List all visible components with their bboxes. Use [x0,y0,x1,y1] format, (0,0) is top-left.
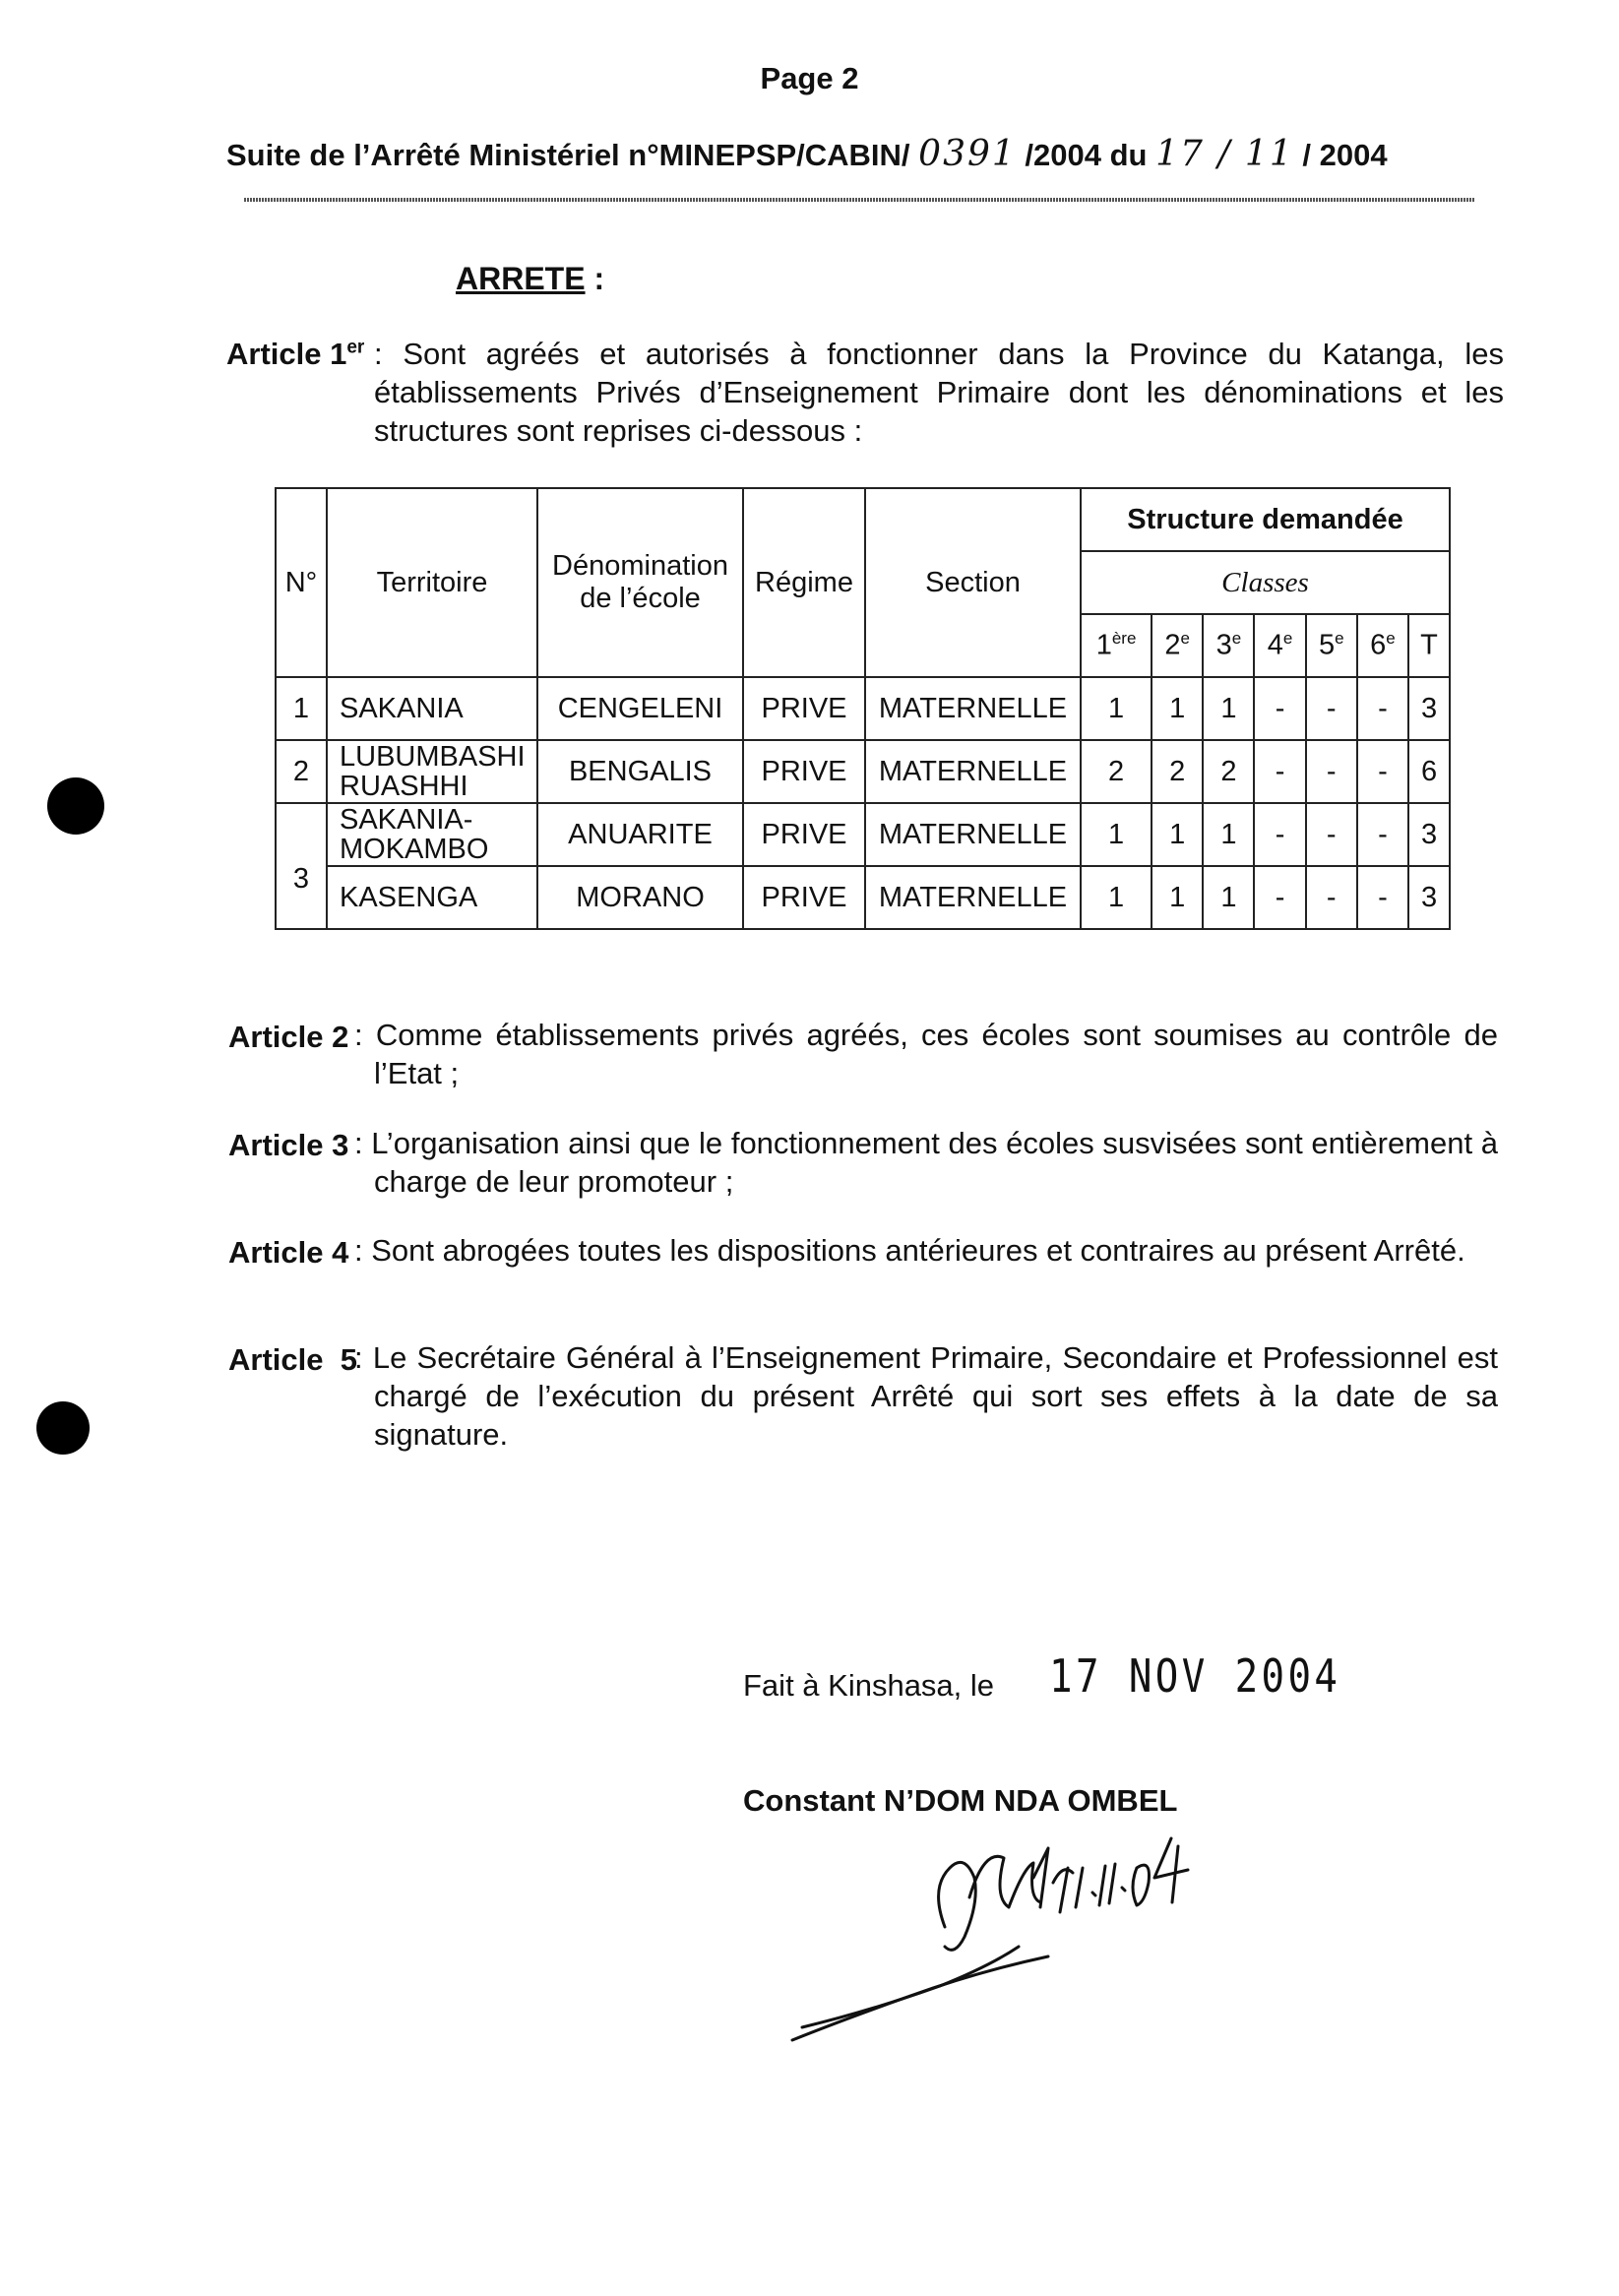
article-1-body: Sont agréés et autorisés à fonctionner dans la Province du Katanga, les établissements Privés d’Enseignement Primaire dont les dénominations et les structures sont reprises ci-dessous : [374,337,1504,448]
article-1-separator: : [374,337,404,371]
col-header-regime: Régime [743,488,865,677]
cell-class: 1 [1152,866,1203,929]
cell-class: - [1254,740,1305,803]
cell-class: 1 [1081,866,1152,929]
signature-stroke [802,1947,1019,2027]
decree-number-handwritten: 0391 [918,134,1017,174]
cell-class: 1 [1081,803,1152,866]
article-1-label [226,337,364,372]
cell-class: - [1254,866,1305,929]
decree-reference [226,134,1388,174]
cell-section: MATERNELLE [865,740,1081,803]
col-header-class: 1ère [1081,614,1152,677]
table-row [276,803,1450,866]
table-row [276,677,1450,740]
cell-total: 3 [1408,803,1450,866]
decree-date-handwritten: 17 / 11 [1155,134,1294,174]
table-header-row [276,488,1450,551]
col-header-class: 6e [1357,614,1408,677]
article-4-label: Article 4 [228,1235,349,1270]
cell-denomination: ANUARITE [537,803,743,866]
col-header-class: 5e [1306,614,1357,677]
col-header-territoire: Territoire [327,488,537,677]
schools-structure-table [275,487,1451,930]
col-header-classes: Classes [1081,551,1450,614]
cell-class: 1 [1203,677,1254,740]
signature-stroke [1122,1888,1125,1891]
cell-class: 1 [1152,677,1203,740]
col-header-denomination: Dénomination de l’école [537,488,743,677]
col-header-section: Section [865,488,1081,677]
col-header-class: 3e [1203,614,1254,677]
signature-stroke [1154,1838,1188,1902]
article-5-text [354,1338,1498,1454]
cell-regime: PRIVE [743,677,865,740]
cell-regime: PRIVE [743,866,865,929]
handwritten-signature [782,1809,1225,2050]
page-number: Page 2 [760,61,859,95]
article-2-separator: : [354,1018,376,1052]
article-3-label: Article 3 [228,1128,349,1162]
article-4-separator: : [354,1233,372,1268]
punch-hole-mark [36,1401,90,1455]
cell-total: 6 [1408,740,1450,803]
cell-territoire: SAKANIA-MOKAMBO [327,803,537,866]
cell-class: 2 [1152,740,1203,803]
cell-class: 1 [1081,677,1152,740]
cell-class: - [1306,677,1357,740]
signature-stroke [1076,1868,1095,1907]
col-header-no: N° [276,488,327,677]
cell-territoire: SAKANIA [327,677,537,740]
cell-regime: PRIVE [743,740,865,803]
article-1-text [374,335,1504,450]
table-row [276,866,1450,929]
signature-stroke [792,1956,1048,2040]
cell-denomination: BENGALIS [537,740,743,803]
cell-class: - [1306,803,1357,866]
cell-regime: PRIVE [743,803,865,866]
cell-no: 2 [276,740,327,803]
signature-stroke [939,1862,976,1950]
cell-class: 1 [1203,803,1254,866]
signature-stroke [1099,1864,1115,1905]
cell-section: MATERNELLE [865,803,1081,866]
signer-name: Constant N’DOM NDA OMBEL [743,1783,1178,1818]
article-2-label: Article 2 [228,1020,349,1054]
cell-denomination: CENGELENI [537,677,743,740]
signature-stroke [1133,1865,1150,1905]
article-2-text [354,1016,1498,1092]
table-row [276,740,1450,803]
col-header-class: 4e [1254,614,1305,677]
cell-no: 3 [276,803,327,929]
cell-total: 3 [1408,866,1450,929]
cell-class: - [1357,803,1408,866]
article-3-body: L’organisation ainsi que le fonctionnement des écoles susvisées sont entièrement à charge de leur promoteur ; [371,1126,1498,1199]
place-date-label: Fait à Kinshasa, le [743,1668,995,1703]
cell-class: 2 [1203,740,1254,803]
decree-reference-prefix: Suite de l’Arrêté Ministériel n°MINEPSP/CABIN/ [226,138,910,172]
cell-no: 1 [276,677,327,740]
cell-denomination: MORANO [537,866,743,929]
signature-stroke [1053,1868,1073,1912]
cell-class: 1 [1152,803,1203,866]
cell-class: - [1254,803,1305,866]
decree-heading-colon: : [585,261,605,296]
decree-reference-suffix: / 2004 [1302,138,1388,172]
cell-section: MATERNELLE [865,677,1081,740]
signature-stroke [969,1856,1040,1907]
article-3-separator: : [354,1126,372,1160]
punch-hole-mark [47,777,104,835]
cell-territoire: KASENGA [327,866,537,929]
article-5-body: Le Secrétaire Général à l’Enseignement Primaire, Secondaire et Professionnel est chargé de l’exécution du présent Arrêté qui sort ses effets à la date de sa signature. [372,1340,1498,1452]
cell-section: MATERNELLE [865,866,1081,929]
article-5-label: Article 5 [228,1342,357,1377]
cell-class: 2 [1081,740,1152,803]
cell-class: - [1306,740,1357,803]
article-4-text [354,1231,1498,1270]
article-1-label-text: Article 1 [226,337,347,371]
article-1-label-sup: er [346,337,365,358]
article-2-body: Comme établissements privés agréés, ces écoles sont soumises au contrôle de l’Etat ; [374,1018,1498,1090]
decree-heading [456,261,604,297]
header-divider [244,198,1474,202]
cell-class: - [1254,677,1305,740]
cell-territoire: LUBUMBASHI RUASHHI [327,740,537,803]
cell-class: 1 [1203,866,1254,929]
decree-reference-mid: /2004 du [1025,138,1148,172]
cell-class: - [1306,866,1357,929]
col-header-class: 2e [1152,614,1203,677]
date-stamp: 17 NOV 2004 [1049,1649,1341,1703]
cell-class: - [1357,677,1408,740]
cell-class: - [1357,866,1408,929]
cell-total: 3 [1408,677,1450,740]
article-5-separator: : [354,1340,373,1375]
col-header-structure: Structure demandée [1081,488,1450,551]
col-header-class-total: T [1408,614,1450,677]
article-4-body: Sont abrogées toutes les dispositions antérieures et contraires au présent Arrêté. [371,1233,1465,1268]
cell-class: - [1357,740,1408,803]
decree-heading-title: ARRETE [456,261,586,296]
article-3-text [354,1124,1498,1201]
